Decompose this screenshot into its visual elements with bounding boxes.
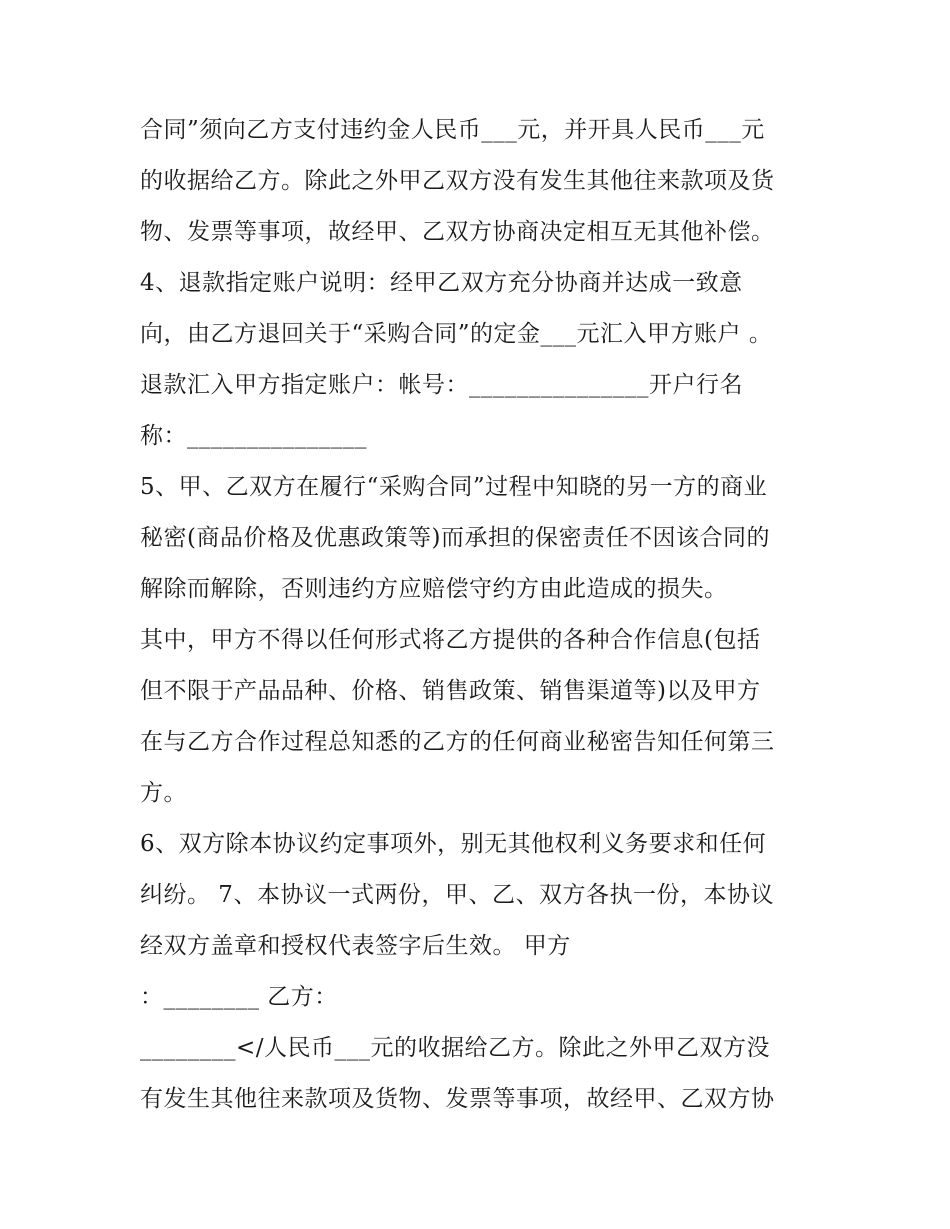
text-line-5: 向，由乙方退回关于“采购合同”的定金___元汇入甲方账户 。 — [140, 321, 773, 347]
text-line-17: 经双方盖章和授权代表签字后生效。 甲方 — [140, 933, 571, 959]
text-line-7: 称：_______________ — [140, 423, 367, 449]
text-line-20: 有发生其他往来款项及货物、发票等事项，故经甲、乙双方协 — [140, 1086, 775, 1112]
text-line-11: 其中，甲方不得以任何形式将乙方提供的各种合作信息(包括 — [140, 627, 761, 653]
text-line-1: 合同”须向乙方支付违约金人民币___元，并开具人民币___元 — [140, 117, 765, 143]
text-line-9: 秘密(商品价格及优惠政策等)而承担的保密责任不因该合同的 — [140, 525, 770, 551]
text-line-13: 在与乙方合作过程总知悉的乙方的任何商业秘密告知任何第三 — [140, 729, 775, 755]
text-line-18: ：________ 乙方： — [140, 984, 338, 1010]
text-line-2: 的收据给乙方。除此之外甲乙双方没有发生其他往来款项及货 — [140, 168, 775, 194]
text-line-10: 解除而解除，否则违约方应赔偿守约方由此造成的损失。 — [140, 576, 728, 602]
text-line-6: 退款汇入甲方指定账户：帐号：_______________开户行名 — [140, 372, 743, 398]
text-line-3: 物、发票等事项，故经甲、乙双方协商决定相互无其他补偿。 — [140, 219, 775, 245]
text-line-12: 但不限于产品品种、价格、销售政策、销售渠道等)以及甲方 — [140, 678, 761, 704]
text-line-8: 5、甲、乙双方在履行“采购合同”过程中知晓的另一方的商业 — [140, 474, 768, 500]
text-line-14: 方。 — [140, 780, 187, 806]
text-line-4: 4、退款指定账户说明：经甲乙双方充分协商并达成一致意 — [140, 270, 743, 296]
text-line-16: 纠纷。 7、本协议一式两份，甲、乙、双方各执一份，本协议 — [140, 882, 774, 908]
text-line-19: ________</人民币___元的收据给乙方。除此之外甲乙双方没 — [140, 1035, 771, 1061]
text-line-15: 6、双方除本协议约定事项外，别无其他权利义务要求和任何 — [140, 831, 767, 857]
